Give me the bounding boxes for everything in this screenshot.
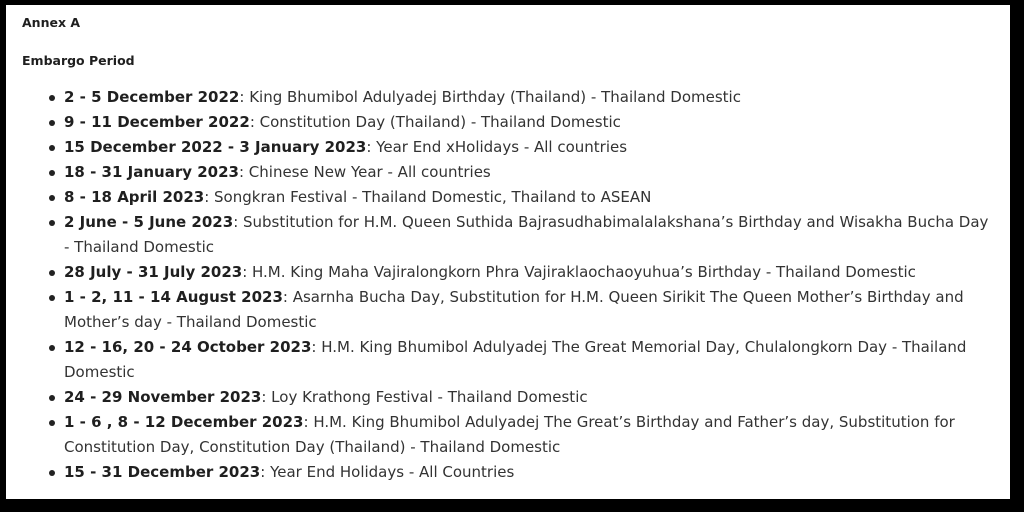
period-description: : Asarnha Bucha Day, Substitution for H.M. Queen Sirikit The Queen Mother’s Birthday and Mother’s day - Thailand Domestic xyxy=(64,288,964,331)
document-panel xyxy=(6,5,1014,503)
bullet-icon xyxy=(49,345,55,351)
period-description: : Loy Krathong Festival - Thailand Domestic xyxy=(261,388,588,406)
period-date: 15 - 31 December 2023 xyxy=(64,463,261,481)
period-date: 1 - 2, 11 - 14 August 2023 xyxy=(64,288,283,306)
list-item xyxy=(22,335,997,385)
embargo-period-heading: Embargo Period xyxy=(22,53,135,68)
period-date: 24 - 29 November 2023 xyxy=(64,388,262,406)
period-description: : King Bhumibol Adulyadej Birthday (Thailand) - Thailand Domestic xyxy=(239,88,741,106)
period-date: 1 - 6 , 8 - 12 December 2023 xyxy=(64,413,304,431)
bullet-icon xyxy=(49,95,55,101)
bullet-icon xyxy=(49,420,55,426)
bullet-icon xyxy=(49,470,55,476)
list-item xyxy=(22,410,997,460)
embargo-period-list xyxy=(22,85,997,485)
bullet-icon xyxy=(49,270,55,276)
bullet-icon xyxy=(49,295,55,301)
bullet-icon xyxy=(49,170,55,176)
period-description: : Year End Holidays - All Countries xyxy=(260,463,515,481)
bullet-icon xyxy=(49,220,55,226)
list-item xyxy=(22,285,997,335)
period-description: : H.M. King Bhumibol Adulyadej The Great’s Birthday and Father’s day, Substitution for Constitution Day, Constitution Day (Thailand) - Thailand Domestic xyxy=(64,413,955,456)
period-date: 9 - 11 December 2022 xyxy=(64,113,250,131)
list-item xyxy=(22,85,997,110)
list-item xyxy=(22,260,997,285)
bullet-icon xyxy=(49,195,55,201)
period-description: : Songkran Festival - Thailand Domestic, Thailand to ASEAN xyxy=(204,188,652,206)
bullet-icon xyxy=(49,145,55,151)
period-description: : H.M. King Maha Vajiralongkorn Phra Vajiraklaochaoyuhua’s Birthday - Thailand Domestic xyxy=(242,263,916,281)
period-description: : H.M. King Bhumibol Adulyadej The Great Memorial Day, Chulalongkorn Day - Thailand Domestic xyxy=(64,338,967,381)
period-date: 18 - 31 January 2023 xyxy=(64,163,239,181)
period-date: 2 June - 5 June 2023 xyxy=(64,213,234,231)
list-item xyxy=(22,385,997,410)
list-item xyxy=(22,160,997,185)
period-description: : Substitution for H.M. Queen Suthida Bajrasudhabimalalakshana’s Birthday and Wisakha Bucha Day - Thailand Domestic xyxy=(64,213,989,256)
period-description: : Chinese New Year - All countries xyxy=(238,163,491,181)
period-description: : Year End xHolidays - All countries xyxy=(366,138,628,156)
annex-heading: Annex A xyxy=(22,15,81,30)
list-item xyxy=(22,185,997,210)
period-date: 8 - 18 April 2023 xyxy=(64,188,205,206)
period-date: 12 - 16, 20 - 24 October 2023 xyxy=(64,338,312,356)
list-item xyxy=(22,460,997,485)
bullet-icon xyxy=(49,395,55,401)
period-date: 2 - 5 December 2022 xyxy=(64,88,240,106)
period-date: 28 July - 31 July 2023 xyxy=(64,263,243,281)
list-item xyxy=(22,135,997,160)
bullet-icon xyxy=(49,120,55,126)
period-date: 15 December 2022 - 3 January 2023 xyxy=(64,138,367,156)
list-item xyxy=(22,210,997,260)
period-description: : Constitution Day (Thailand) - Thailand Domestic xyxy=(249,113,621,131)
list-item xyxy=(22,110,997,135)
document-content xyxy=(22,15,997,485)
